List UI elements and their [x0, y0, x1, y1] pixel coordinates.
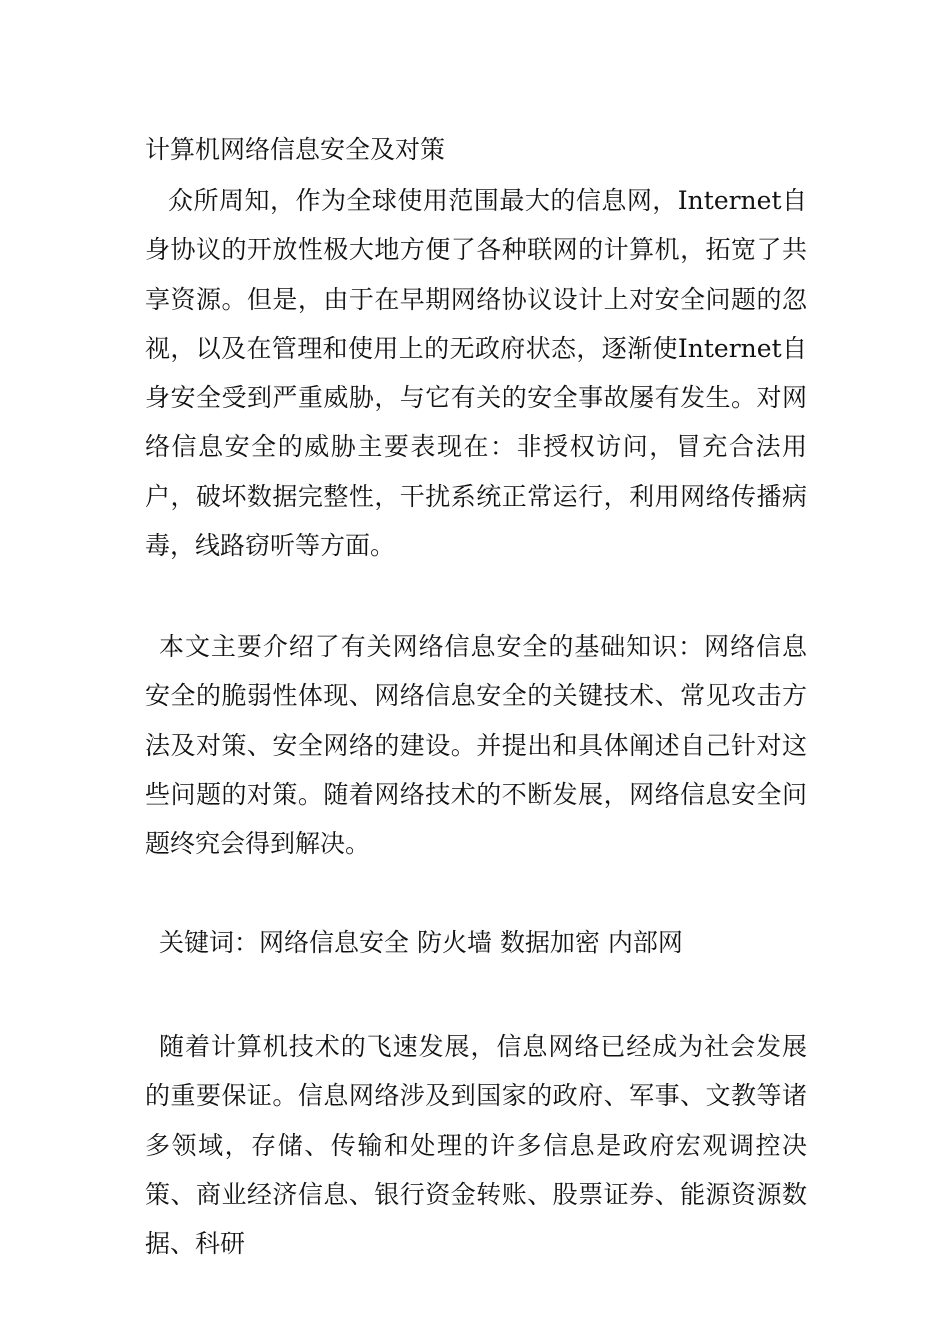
intro-paragraph: 众所周知，作为全球使用范围最大的信息网，Internet自身协议的开放性极大地方便了各种联网的计算机，拓宽了共享资源。但是，由于在早期网络协议设计上对安全问题的忽视，以及在管理和使用上的无政府状态，逐渐使Internet自身安全受到严重威胁，与它有关的安全事故屡有发生。对网络信息安全的威胁主要表现在：非授权访问，冒充合法用户，破坏数据完整性，干扰系统正常运行，利用网络传播病毒，线路窃听等方面。 — [145, 186, 807, 561]
document-title: 计算机网络信息安全及对策 — [145, 135, 446, 164]
keywords-line: 关键词：网络信息安全 防火墙 数据加密 内部网 — [159, 928, 683, 957]
body-paragraph: 随着计算机技术的飞速发展，信息网络已经成为社会发展的重要保证。信息网络涉及到国家的政府、军事、文教等诸多领域，存储、传输和处理的许多信息是政府宏观调控决策、商业经济信息、银行资金转账、股票证券、能源资源数据、科研 — [145, 1032, 807, 1259]
abstract-paragraph: 本文主要介绍了有关网络信息安全的基础知识：网络信息安全的脆弱性体现、网络信息安全的关键技术、常见攻击方法及对策、安全网络的建设。并提出和具体阐述自己针对这些问题的对策。随着网络技术的不断发展，网络信息安全问题终究会得到解决。 — [145, 632, 807, 859]
